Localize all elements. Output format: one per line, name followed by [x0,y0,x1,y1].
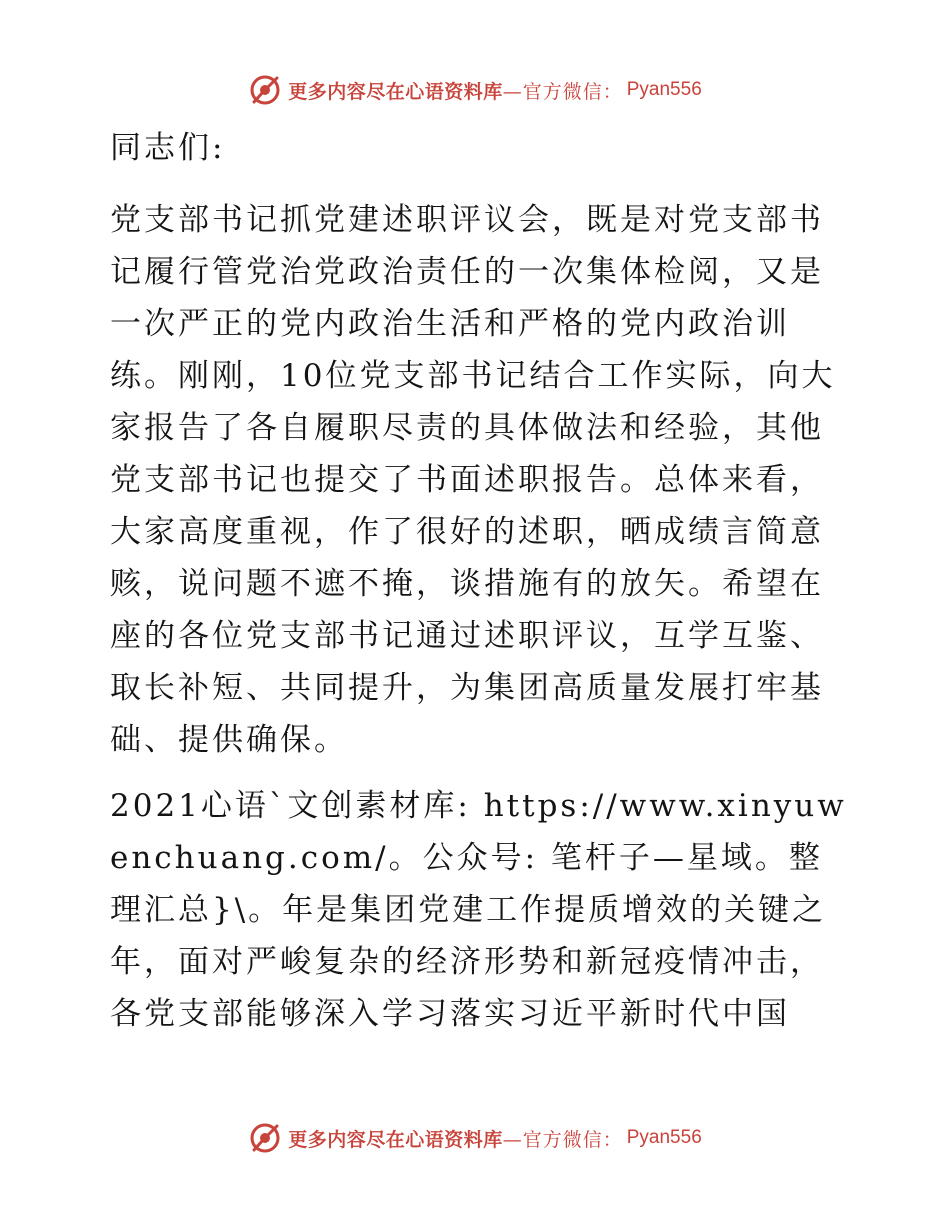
banner-promo-text: 更多内容尽在心语资料库 [288,80,503,103]
banner-promo-text: 更多内容尽在心语资料库 [288,1128,503,1151]
salutation: 同志们: [110,130,226,166]
document-body [98,122,850,1054]
footer-banner [0,1118,950,1158]
paragraph-1: 党支部书记抓党建述职评议会，既是对党支部书记履行管党治党政治责任的一次集体检阅，又是一次严正的党内政治生活和严格的党内政治训练。刚刚，10位党支部书记结合工作实际，向大家报告了各自履职尽责的具体做法和经验，其他党支部书记也提交了书面述职报告。总体来看，大家高度重视，作了很好的述职，晒成绩言简意赅，说问题不遮不掩，谈措施有的放矢。希望在座的各位党支部书记通过述职评议，互学互鉴、取长补短、共同提升，为集团高质量发展打牢基础、提供确保。 [110,202,836,758]
paragraph-2: 2021心语`文创素材库: https://www.xinyuwenchuang.com/。公众号: 笔杆子—星域。整理汇总}\。年是集团党建工作提质增效的关键之年，面对严峻复杂的经济形势和新冠疫情冲击，各党支部能够深入学习落实习近平新时代中国 [110,788,847,1032]
banner-official-label: —官方微信： [502,80,623,103]
pen-logo-icon [248,1121,282,1155]
banner-wechat-id: Pyan556 [626,1127,702,1148]
header-banner [0,70,950,110]
banner-official-label: —官方微信： [502,1128,623,1151]
pen-logo-icon [248,73,282,107]
banner-wechat-id: Pyan556 [626,79,702,100]
